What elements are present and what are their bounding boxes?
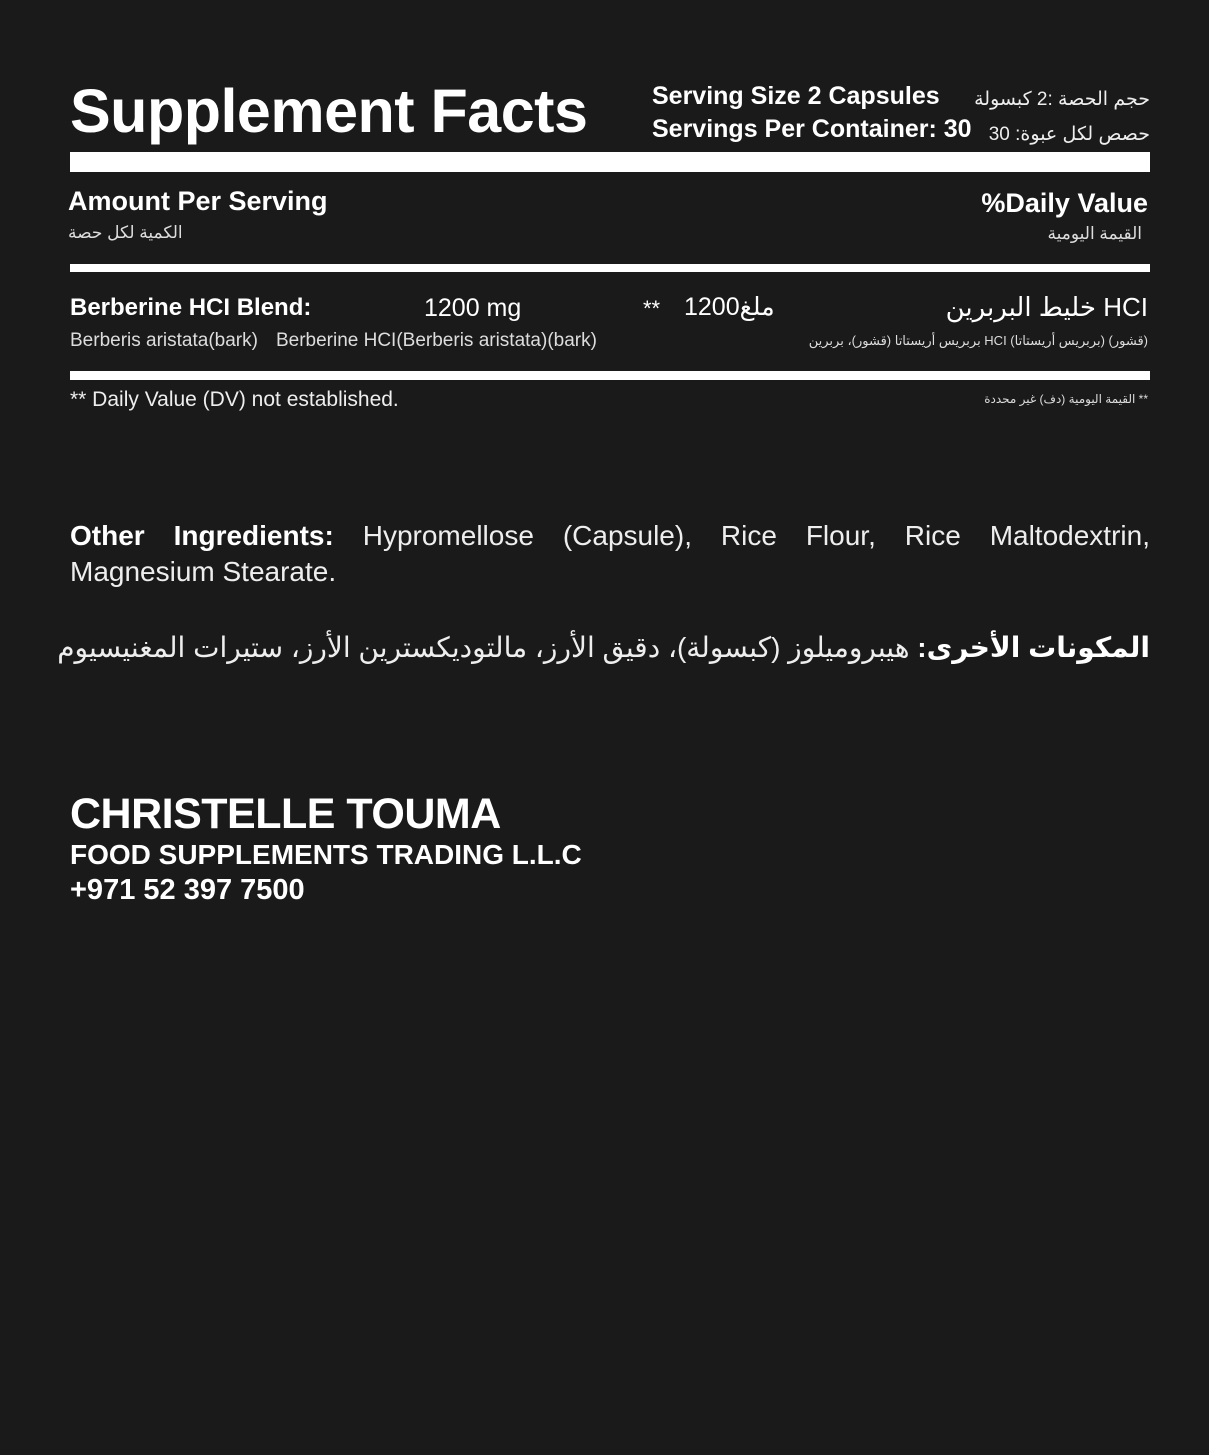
- column-headers: [70, 186, 1150, 246]
- blend-daily-value: **: [643, 296, 661, 321]
- company-name: CHRISTELLE TOUMA: [70, 790, 501, 838]
- other-ingredients-label-ar: المكونات الأخرى:: [917, 632, 1150, 663]
- daily-value-label-ar: القيمة اليومية: [1047, 224, 1142, 243]
- footnote-en: ** Daily Value (DV) not established.: [70, 388, 399, 411]
- amount-per-serving-label: Amount Per Serving: [68, 186, 328, 216]
- other-ingredients-ar: [57, 628, 1150, 668]
- amount-per-serving-label-ar: الكمية لكل حصة: [68, 223, 183, 242]
- servings-per-container-en: Servings Per Container: 30: [652, 115, 972, 143]
- serving-size-ar: حجم الحصة :2 كبسولة: [974, 89, 1150, 110]
- daily-value-label: %Daily Value: [981, 188, 1148, 218]
- other-ingredients-text: Hypromellose (Capsule), Rice Flour, Rice Maltodextrin, Magnesium Stearate.: [70, 520, 1150, 587]
- company-phone: +971 52 397 7500: [70, 874, 305, 906]
- other-ingredients-text-ar: هيبروميلوز (كبسولة)، دقيق الأرز، مالتوديكسترين الأرز، ستيرات المغنيسيوم: [57, 632, 918, 663]
- servings-per-container-ar: حصص لكل عبوة: 30: [988, 124, 1150, 145]
- blend-ingredients-en: [70, 330, 597, 352]
- blend-ingredients-ar: (قشور) (بربريس أريستاتا) HCI بربريس أريستاتا (قشور)، بربرين: [808, 333, 1148, 348]
- company-subtitle: FOOD SUPPLEMENTS TRADING L.L.C: [70, 839, 582, 870]
- blend-amount: 1200 mg: [424, 294, 522, 322]
- footnote-ar: ** القيمة اليومية (دف) غير محددة: [984, 392, 1148, 406]
- serving-info-en: [652, 80, 972, 146]
- blend-ingredient-2: Berberine HCI(Berberis aristata)(bark): [275, 330, 597, 351]
- blend-ingredient-1: Berberis aristata(bark): [70, 330, 258, 351]
- facts-header: [70, 78, 1150, 148]
- divider-middle: [70, 264, 1150, 272]
- blend-name-ar: HCI خليط البربرين: [945, 292, 1148, 322]
- company-info: [70, 790, 770, 908]
- supplement-facts-panel: [57, 0, 1150, 1455]
- blend-name: Berberine HCI Blend:: [70, 294, 312, 321]
- divider-top: [70, 152, 1150, 172]
- page-title: Supplement Facts: [70, 77, 588, 145]
- divider-bottom: [70, 371, 1150, 380]
- other-ingredients-label: Other Ingredients:: [70, 520, 334, 551]
- other-ingredients-en: [70, 518, 1150, 590]
- blend-row: [70, 290, 1150, 360]
- blend-amount-ar: 1200ملغ: [684, 293, 775, 321]
- serving-size-en: Serving Size 2 Capsules: [652, 82, 940, 110]
- serving-info-ar: [974, 82, 1150, 152]
